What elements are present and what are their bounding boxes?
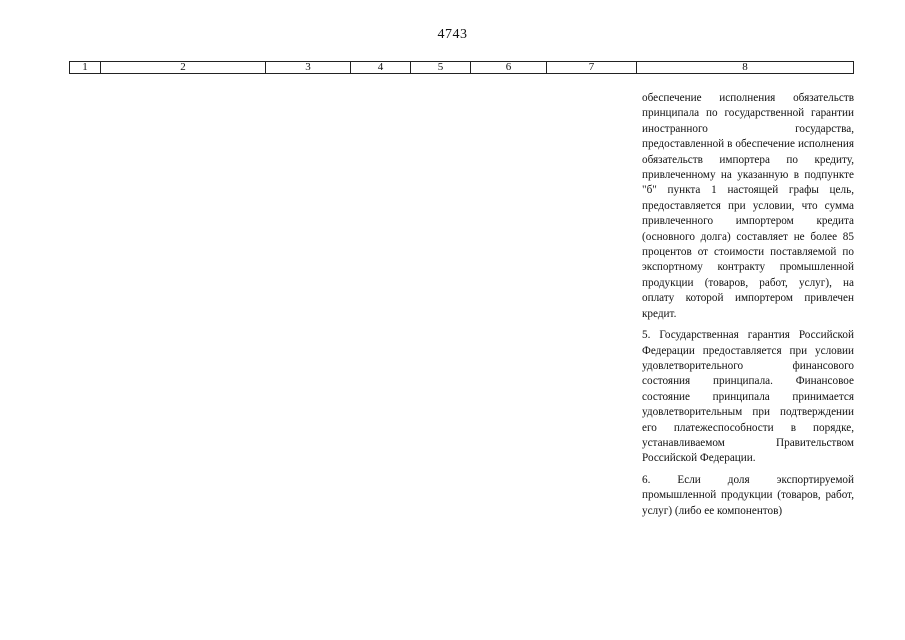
column-header-1: 1 xyxy=(70,62,101,73)
column-header-4: 4 xyxy=(351,62,411,73)
paragraph-guarantee-continuation: обеспечение исполнения обязательств принципала по государственной гарантии иностранного государства, предоставленной в обеспечение исполнения обязательств импортера по кредиту, привлеченному на указанную в подпункте "б" пункта 1 настоящей графы цель, предоставляется при условии, что сумма привлеченного импортером кредита (основного долга) составляет не более 85 процентов от стоимости поставляемой по экспортному контракту промышленной продукции (товаров, работ, услуг), на оплату которой импортером привлечен кредит. xyxy=(642,92,854,320)
table-header-row xyxy=(69,61,854,74)
page-number: 4743 xyxy=(437,27,468,42)
column-header-3: 3 xyxy=(266,62,351,73)
column-header-5: 5 xyxy=(411,62,471,73)
paragraph-6-export-share: 6. Если доля экспортируемой промышленной продукции (товаров, работ, услуг) (либо ее компонентов) xyxy=(642,473,854,517)
column-header-7: 7 xyxy=(547,62,637,73)
column-header-8: 8 xyxy=(742,61,748,73)
column-header-6: 6 xyxy=(471,62,547,73)
paragraph-5-financial-state: 5. Государственная гарантия Российской Федерации предоставляется при условии удовлетворительного финансового состояния принципала. Финансовое состояние принципала принимается удовлетворительным при подтверждении его платежеспособности в порядке, устанавливаемом Правительством Российской Федерации. xyxy=(642,329,854,465)
column-header-2: 2 xyxy=(101,62,266,73)
column-8-text xyxy=(642,91,854,525)
